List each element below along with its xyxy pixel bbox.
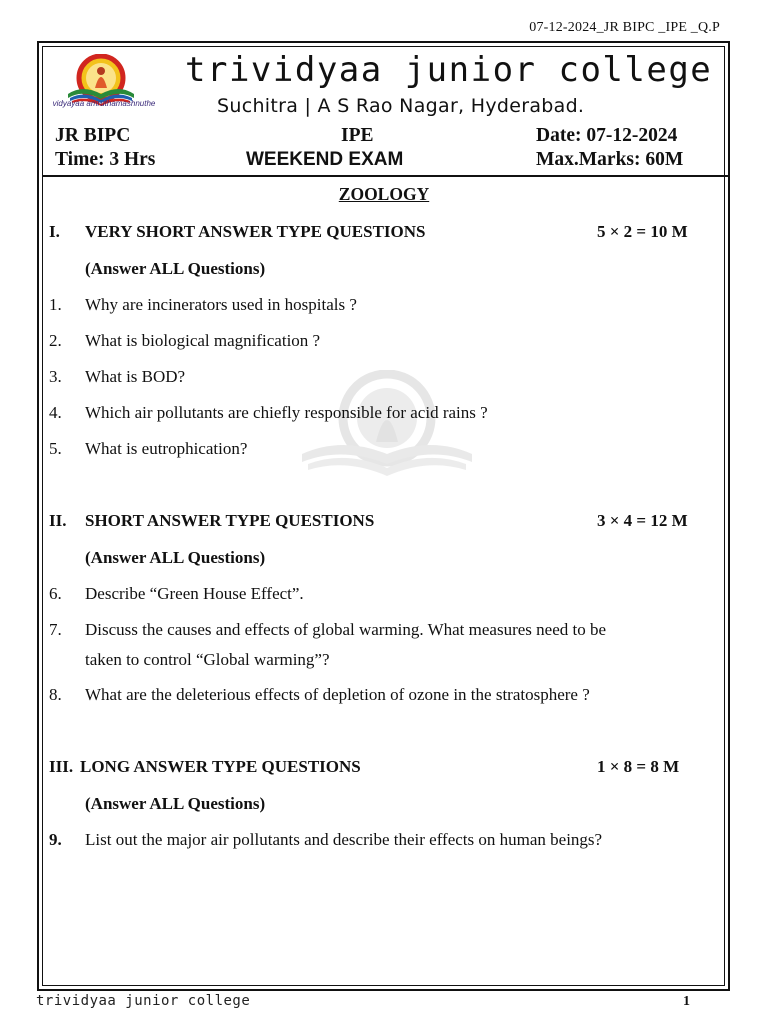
question-3-text: What is BOD? <box>85 367 186 386</box>
exam-duration: Time: 3 Hrs <box>55 149 156 170</box>
section-2-title: SHORT ANSWER TYPE QUESTIONS <box>85 511 375 530</box>
question-8-text: What are the deleterious effects of depletion of ozone in the stratosphere ? <box>85 685 590 704</box>
question-8-number: 8. <box>49 685 62 704</box>
question-3-number: 3. <box>49 367 62 386</box>
question-2-text: What is biological magnification ? <box>85 331 321 350</box>
question-4-number: 4. <box>49 403 62 422</box>
college-logo <box>58 54 144 120</box>
class-label: JR BIPC <box>55 125 131 146</box>
section-1-marks: 5 × 2 = 10 M <box>597 222 688 241</box>
document-reference: 07-12-2024_JR BIPC _IPE _Q.P <box>529 20 720 35</box>
max-marks: Max.Marks: 60M <box>536 149 684 170</box>
question-4-text: Which air pollutants are chiefly responsible for acid rains ? <box>85 403 488 422</box>
college-name: trividyaa junior college <box>185 50 713 90</box>
question-5-text: What is eutrophication? <box>85 439 248 458</box>
section-3-number: III. <box>49 757 74 776</box>
question-6-number: 6. <box>49 584 62 603</box>
question-1-number: 1. <box>49 295 62 314</box>
question-7-number: 7. <box>49 620 62 639</box>
question-5-number: 5. <box>49 439 62 458</box>
question-9-number: 9. <box>49 830 62 849</box>
exam-name: WEEKEND EXAM <box>246 149 404 170</box>
question-9-text: List out the major air pollutants and describe their effects on human beings? <box>85 830 603 849</box>
section-2-instruction: (Answer ALL Questions) <box>85 548 266 567</box>
page-number: 1 <box>683 994 690 1009</box>
exam-date: Date: 07-12-2024 <box>536 125 678 146</box>
logo-watermark <box>292 370 482 480</box>
section-3-title: LONG ANSWER TYPE QUESTIONS <box>80 757 361 776</box>
question-2-number: 2. <box>49 331 62 350</box>
exam-type: IPE <box>341 125 374 146</box>
question-7-text: Discuss the causes and effects of global warming. What measures need to be <box>85 620 607 639</box>
header-divider <box>42 175 730 177</box>
subject-title: ZOOLOGY <box>338 184 430 204</box>
section-3-marks: 1 × 8 = 8 M <box>597 757 680 776</box>
question-7-text-continued: taken to control “Global warming”? <box>85 650 330 669</box>
footer-college-name: trividyaa junior college <box>36 993 251 1009</box>
section-1-number: I. <box>49 222 60 241</box>
section-3-instruction: (Answer ALL Questions) <box>85 794 266 813</box>
question-6-text: Describe “Green House Effect”. <box>85 584 304 603</box>
section-1-instruction: (Answer ALL Questions) <box>85 259 266 278</box>
question-1-text: Why are incinerators used in hospitals ? <box>85 295 357 314</box>
logo-motto: vidyayaa amruthamashnuthe <box>52 99 156 108</box>
section-2-marks: 3 × 4 = 12 M <box>597 511 688 530</box>
section-1-title: VERY SHORT ANSWER TYPE QUESTIONS <box>85 222 426 241</box>
college-address: Suchitra | A S Rao Nagar, Hyderabad. <box>217 95 585 117</box>
section-2-number: II. <box>49 511 67 530</box>
